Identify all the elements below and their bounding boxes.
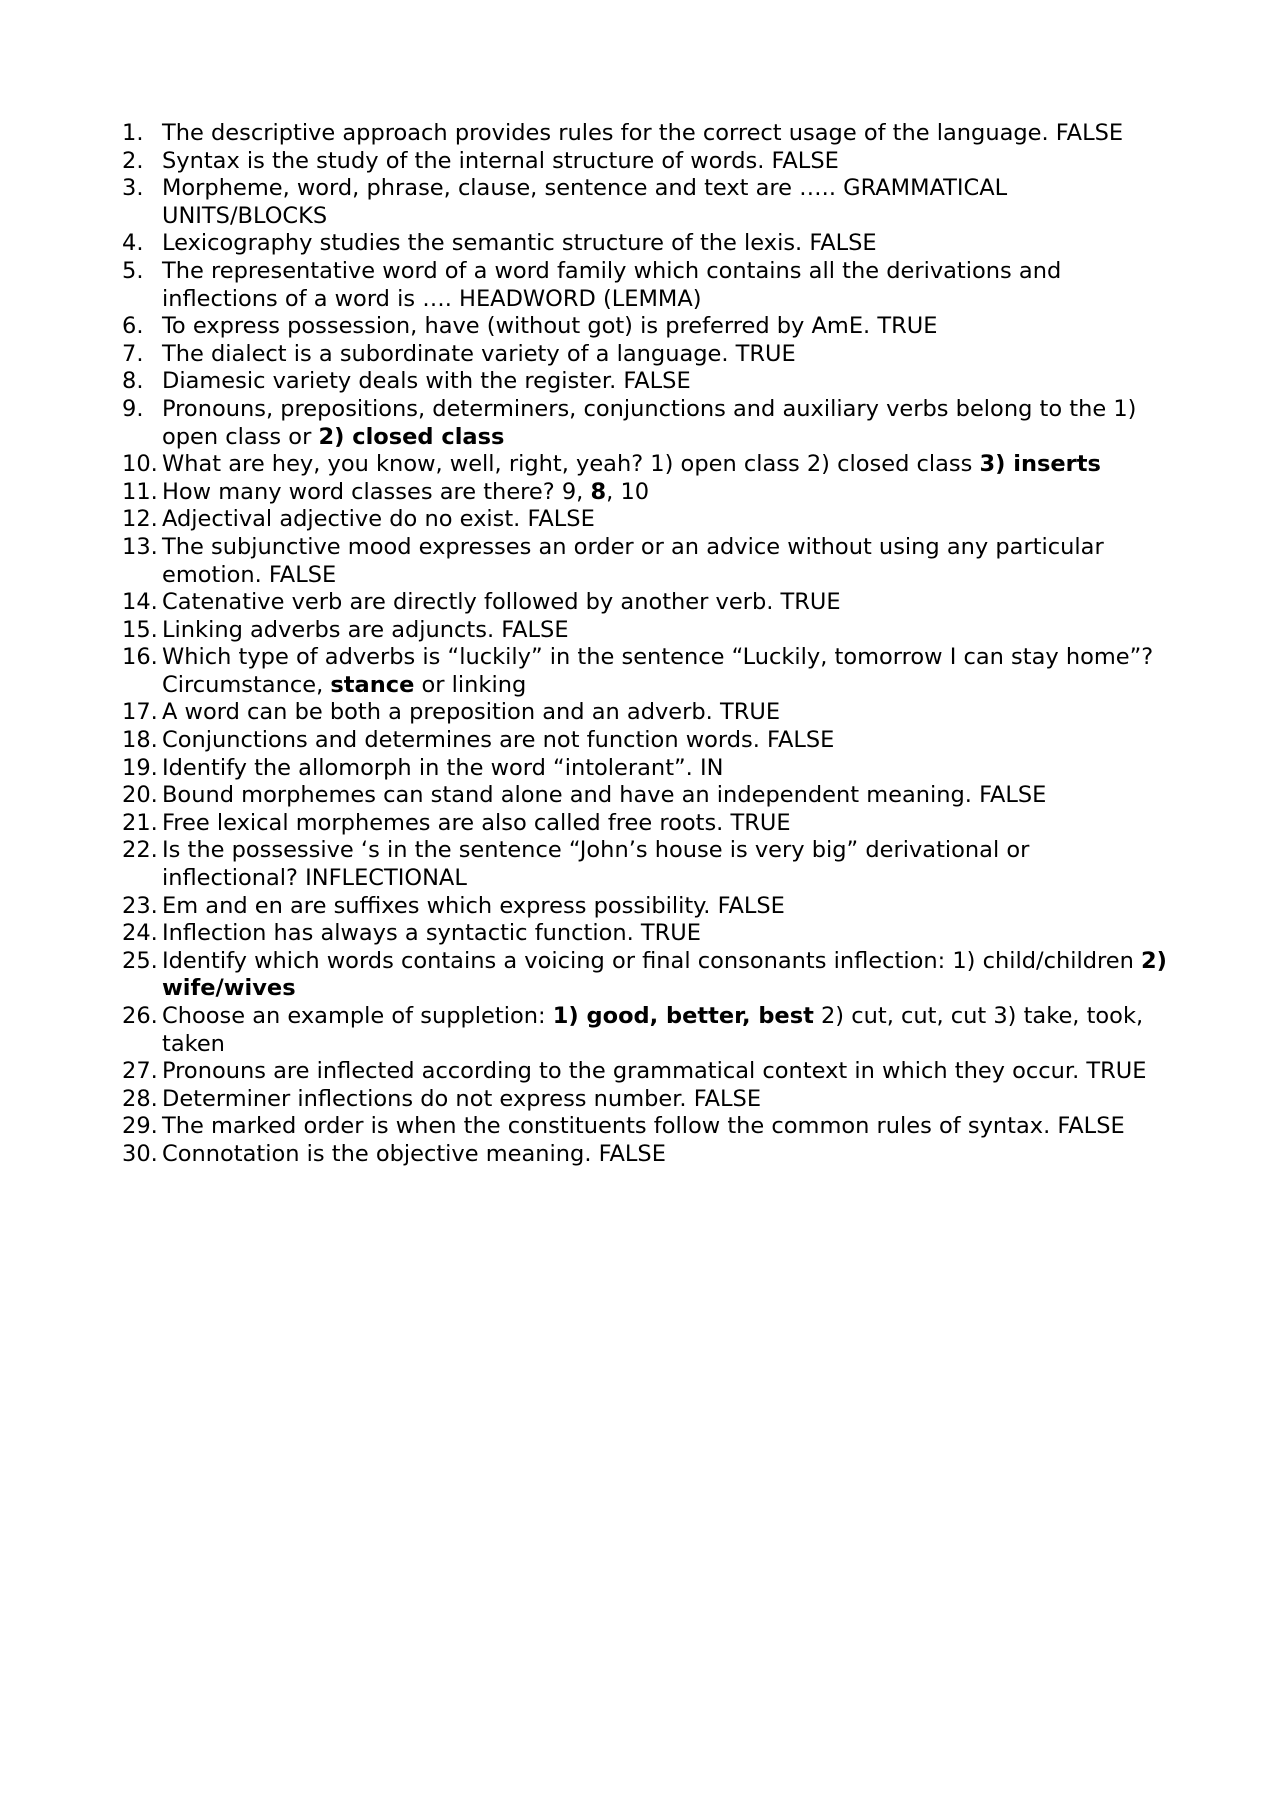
question-text <box>162 837 1172 892</box>
question-item <box>122 148 1172 176</box>
question-number: 24. <box>122 920 158 947</box>
question-number: 29. <box>122 1113 158 1140</box>
question-item <box>122 837 1172 892</box>
question-item <box>122 1113 1172 1141</box>
question-item <box>122 396 1172 451</box>
question-text-segment: Determiner inflections do not express number. FALSE <box>162 1085 762 1112</box>
question-text-segment: Pronouns are inflected according to the grammatical context in which they occur. TRUE <box>162 1058 1147 1085</box>
question-text-segment: How many word classes are there? 9, <box>162 478 591 505</box>
question-text <box>162 341 1172 369</box>
question-number: 21. <box>122 809 158 836</box>
question-text <box>162 920 1172 948</box>
question-number: 15. <box>122 616 158 643</box>
question-item <box>122 948 1172 1003</box>
question-item <box>122 258 1172 313</box>
question-text <box>162 617 1172 645</box>
question-item <box>122 230 1172 258</box>
question-number: 13. <box>122 533 158 560</box>
question-number: 1. <box>122 120 144 146</box>
question-item <box>122 727 1172 755</box>
question-number: 22. <box>122 837 158 864</box>
answer-highlight: 1) good, better, best <box>552 1003 814 1029</box>
question-number: 19. <box>122 754 158 781</box>
question-number: 25. <box>122 947 158 974</box>
question-item <box>122 1003 1172 1058</box>
question-text-segment: Em and en are suffixes which express possibility. FALSE <box>162 892 785 919</box>
question-number: 4. <box>122 230 144 257</box>
question-number: 3. <box>122 175 144 202</box>
question-text <box>162 175 1172 230</box>
question-text <box>162 727 1172 755</box>
question-number: 18. <box>122 727 158 754</box>
question-item <box>122 782 1172 810</box>
question-text-segment: The dialect is a subordinate variety of a language. TRUE <box>162 340 796 367</box>
question-text-segment: , 10 <box>606 478 650 505</box>
question-text-segment: Identify which words contains a voicing or final consonants inflection: 1) child/children <box>162 947 1142 974</box>
question-text-segment: Is the possessive ‘s in the sentence “John’s house is very big” derivational or inflectional? INFLECTIONAL <box>162 837 1030 892</box>
question-text-segment: A word can be both a preposition and an adverb. TRUE <box>162 699 781 726</box>
question-text <box>162 699 1172 727</box>
question-text <box>162 1003 1172 1058</box>
question-text-segment: Lexicography studies the semantic structure of the lexis. FALSE <box>162 230 877 257</box>
question-number: 2. <box>122 147 144 174</box>
question-text-segment: Adjectival adjective do no exist. FALSE <box>162 506 595 533</box>
question-number: 16. <box>122 644 158 671</box>
answer-highlight: 3) inserts <box>979 451 1101 478</box>
answer-highlight: 2) closed class <box>318 423 505 450</box>
question-item <box>122 534 1172 589</box>
question-item <box>122 341 1172 369</box>
question-text <box>162 396 1172 451</box>
question-text-segment: Syntax is the study of the internal structure of words. FALSE <box>162 147 839 174</box>
question-item <box>122 617 1172 645</box>
question-item <box>122 920 1172 948</box>
question-text <box>162 451 1172 479</box>
question-number: 11. <box>122 478 158 505</box>
question-item <box>122 1058 1172 1086</box>
question-item <box>122 120 1172 148</box>
question-number: 30. <box>122 1140 158 1167</box>
question-text-segment: Catenative verb are directly followed by another verb. TRUE <box>162 589 841 616</box>
question-item <box>122 589 1172 617</box>
question-item <box>122 644 1172 699</box>
question-item <box>122 755 1172 783</box>
answer-highlight: 2) wife/wives <box>162 947 1167 1002</box>
question-text <box>162 810 1172 838</box>
question-text-segment: What are hey, you know, well, right, yeah? 1) open class 2) closed class <box>162 451 980 478</box>
question-item <box>122 451 1172 479</box>
question-number: 8. <box>122 368 144 395</box>
question-number: 26. <box>122 1003 158 1029</box>
question-text <box>162 368 1172 396</box>
question-text <box>162 148 1172 176</box>
question-text <box>162 1113 1172 1141</box>
question-text-segment: To express possession, have (without got) is preferred by AmE. TRUE <box>162 313 938 340</box>
question-text <box>162 479 1172 507</box>
question-text-segment: Diamesic variety deals with the register. FALSE <box>162 368 691 395</box>
question-text-segment: Conjunctions and determines are not function words. FALSE <box>162 727 835 754</box>
question-number: 23. <box>122 892 158 919</box>
question-number: 5. <box>122 257 144 284</box>
question-text-segment: The marked order is when the constituents follow the common rules of syntax. FALSE <box>162 1113 1125 1140</box>
question-text-segment: Free lexical morphemes are also called free roots. TRUE <box>162 809 791 836</box>
question-text <box>162 1058 1172 1086</box>
question-number: 14. <box>122 589 158 616</box>
question-text <box>162 120 1172 148</box>
question-text-segment: Bound morphemes can stand alone and have an independent meaning. FALSE <box>162 782 1047 809</box>
question-text-segment: Inflection has always a syntactic function. TRUE <box>162 920 701 947</box>
question-text <box>162 893 1172 921</box>
question-text-segment: The descriptive approach provides rules for the correct usage of the language. FALSE <box>162 120 1124 146</box>
answer-highlight: stance <box>330 671 415 698</box>
question-item <box>122 313 1172 341</box>
question-list <box>122 120 1172 1169</box>
question-text-segment: or linking <box>414 671 527 698</box>
question-text-segment: Choose an example of suppletion: <box>162 1003 553 1029</box>
question-text <box>162 782 1172 810</box>
answer-highlight: 8 <box>590 478 607 505</box>
question-text-segment: The representative word of a word family which contains all the derivations and inflections of a word is …. HEADWORD (LEMMA) <box>162 257 1062 312</box>
question-text-segment: 2) cut, cut, cut 3) take, took, taken <box>162 1003 1144 1057</box>
question-text-segment: Which type of adverbs is “luckily” in the sentence “Luckily, tomorrow I can stay home”? Circumstance, <box>162 644 1154 698</box>
question-number: 17. <box>122 699 158 726</box>
question-number: 20. <box>122 782 158 809</box>
question-number: 28. <box>122 1085 158 1112</box>
question-item <box>122 810 1172 838</box>
question-text <box>162 1086 1172 1114</box>
question-number: 6. <box>122 313 144 340</box>
question-text-segment: Linking adverbs are adjuncts. FALSE <box>162 616 569 643</box>
question-item <box>122 175 1172 230</box>
question-text <box>162 313 1172 341</box>
question-text-segment: Connotation is the objective meaning. FALSE <box>162 1140 666 1167</box>
question-number: 27. <box>122 1058 158 1085</box>
question-item <box>122 1086 1172 1114</box>
question-text-segment: The subjunctive mood expresses an order or an advice without using any particular emotion. FALSE <box>162 533 1104 588</box>
question-text <box>162 948 1172 1003</box>
question-text <box>162 258 1172 313</box>
question-text <box>162 534 1172 589</box>
question-text-segment: Pronouns, prepositions, determiners, conjunctions and auxiliary verbs belong to the 1) open class or <box>162 395 1137 450</box>
question-text <box>162 1141 1172 1169</box>
question-item <box>122 506 1172 534</box>
question-text-segment: Identify the allomorph in the word “intolerant”. IN <box>162 754 724 781</box>
question-text <box>162 230 1172 258</box>
question-text <box>162 644 1172 699</box>
question-text <box>162 589 1172 617</box>
question-item <box>122 479 1172 507</box>
question-item <box>122 699 1172 727</box>
question-item <box>122 1141 1172 1169</box>
question-text <box>162 506 1172 534</box>
question-item <box>122 893 1172 921</box>
question-number: 10. <box>122 451 158 478</box>
question-number: 12. <box>122 506 158 533</box>
question-text <box>162 755 1172 783</box>
question-number: 7. <box>122 340 144 367</box>
question-item <box>122 368 1172 396</box>
question-text-segment: Morpheme, word, phrase, clause, sentence and text are ….. GRAMMATICAL UNITS/BLOCKS <box>162 175 1008 229</box>
question-number: 9. <box>122 395 144 422</box>
